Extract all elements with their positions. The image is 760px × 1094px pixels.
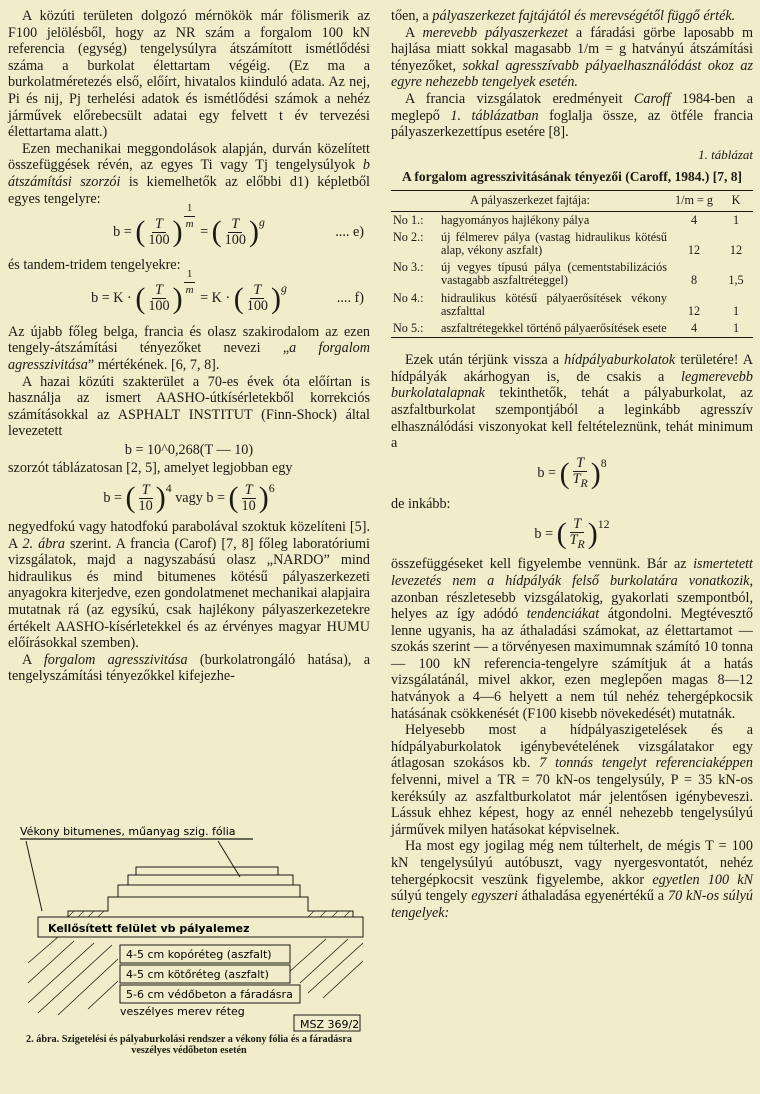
paragraph: és tandem-tridem tengelyekre: [8,257,181,274]
paragraph: szorzót táblázatosan [2, 5], amelyet legjobban egy [8,460,293,477]
equation-polynomial: b = ( $\frac{T}{10}$ ) $^4$ vagy b = ( $\frac{T}{10}$ ) $^6$ [103,480,275,515]
paragraph: A forgalom agresszivitása (burkolatrongáló hatása), a tengelyszámítási tényezőkkel kifejezhe- [8,651,370,685]
paragraph: A közúti területen dolgozó mérnökök már fölismerik az F100 jelölésből, hogy az NR szám a forgalom 100 kN referencia (egység) tengelysúlyra átszámított ismétlődési száma a burkolat élettartam végéig. (Ez ma a burkolatméretezés első, előírt, hivatalos kiinduló adata. Az nej, Pi és nij, Pj terhelési adatok és ismétlődési számok a nehéz járművek előrebecsült adatai egy felvett t év tervezési élettartama alatt.) [8,8,370,141]
paragraph: Ezen mechanikai meggondolások alapján, durván közelített összefüggések révén, az egyes Ti vagy Tj tengelysúlyok b átszámítási szorzói is kiemelhetők az előbbi d1) képletből egyes tengelyre: [8,140,371,207]
equation-g: b = 10^0,268(T — 10) [124,441,254,458]
label-de-inkabb: de inkább: [391,495,451,512]
paragraph: összefüggéseket kell figyelembe vennünk. Bár az ismertetett levezetés nem a hídpályák felső burkolatára vonatkozik, azonban részletesebb vizsgálatokig, gyakorlati szempontból, helyes az így adódó tendenciákat átgondolni. Megtévesztő lenne ugyanis, ha az áthaladási számokat, az élettartamot — szokás szerint — a törvényesen maximumnak számító 10 tonna — 100 kN referencia-tengelyre számítjuk át a hatás vizsgálatánál, mivel akkor, ezen meglepően magas 8—12 hatványok a 4—6 helyett a nem túl nehéz tehergépkocsik hatásának csökkenését (F100 kisebb növekedését) mutatnák. [391,556,753,722]
table-number: 1. táblázat [698,146,753,162]
table-header: K [719,191,753,211]
label-layer-3b: veszélyes merev réteg [120,1005,245,1018]
paragraph: Helyesebb most a hídpályaszigetelések és a hídpályaburkolatok igénybevételének vizsgálatakor egy átlagosan szokásos kb. 7 tonnás tengelyt referenciaképpen felvenni, mivel a TR = 70 kN-os tengelysúly, P = 35 kN-os keréksúly az aszfaltburkolatot már jelentősen igénybeveszi. Lássuk ehhez képest, hogy az ennél nehezebb tengelysúlyú járművek milyen hatásokat képviselnek. [391,722,753,838]
table-row: No 1.: hagyományos hajlékony pálya 4 1 [393,212,740,227]
table-header: A pályaszerkezet fajtája: [391,191,669,211]
paragraph: Az újabb főleg belga, francia és olasz szakirodalom az ezen tengely-átszámítási tényezőket nevezi „a forgalom agresszivitása” mértékének. [6, 7, 8]. [8,323,370,373]
figure-2 [8,793,370,1051]
left-column [8,8,370,685]
paragraph: negyedfokú vagy hatodfokú parabolával szoktuk közelíteni [5]. A 2. ábra szerint. A francia (Carof) [7, 8] főleg laboratóriumi vizsgálatok, majd a nagyszabású olasz „NARDO” mind hidraulikus és mind bitumenes kötésű pályaszerkezeti anyagokra kiterjedve, ezen gondolatmenet mechanikai alapjaira mutatnak rá (az egysíkú, csak hajlékony pályaszerkezetekre értékelt AASHO-kísérletekkel és az érvényes magyar HUMU előírásokkal szemben). [8,519,370,652]
figure-caption: 2. ábra. Szigetelési és pályaburkolási rendszer a vékony fólia és a fáradásra veszélyes védőbeton esetén [26,1034,352,1056]
figure-code: MSZ 369/2 [300,1018,360,1031]
table-row: No 4.: hidraulikus kötésű pályaerősítések vékony aszfalttal 12 1 [393,290,740,318]
label-layer-2: 4-5 cm kötőréteg (aszfalt) [126,968,269,981]
equation-e: b = ( $\frac{T}{100}$ ) $\frac{1}{m}$ = ( $\frac{T}{100}$ ) $^g$ .... e) [113,201,364,249]
table-row: No 5.: aszfaltrétegekkel történő pályaerősítések esete 4 1 [391,320,753,338]
agressivity-table [391,190,753,338]
table-header: 1/m = g [669,191,719,211]
layer-diagram [8,793,370,1033]
label-slab: Kellősített felület vb pályalemez [48,922,250,935]
equation-8: b = ( $\frac{T}{T_R}$ ) $^8$ [537,455,607,491]
paragraph: tően, a pályaszerkezet fajtájától és merevségétől függő érték. [391,8,736,24]
paragraph: A francia vizsgálatok eredményeit Caroff 1984-ben a meglepő 1. táblázatban foglalja össze, az ötféle francia pályaszerkezettípus esetére [8]. [391,90,753,141]
paragraph: A merevebb pályaszerkezet a fáradási görbe laposabb m hajlása miatt sokkal magasabb 1/m = g hatványú átszámítási tényezőket, sokkal agresszívabb pályaelhasználódást okoz az egyre nehezebb tengelyek esetén. [391,24,754,91]
equation-f: b = K · ( $\frac{T}{100}$ ) $\frac{1}{m}$ = K · ( $\frac{T}{100}$ ) $^g$ .... f) [91,268,364,315]
equation-12: b = ( $\frac{T}{T_R}$ ) $^{12}$ [534,515,610,551]
label-layer-3: 5-6 cm védőbeton a fáradásra [126,988,293,1001]
paragraph: Ezek után térjünk vissza a hídpályaburkolatok területére! A hídpályák akárhogyan is, de csakis a legmerevebb burkolatalapnak tekinthetők, tehát a pályaburkolat, az aszfaltburkolat szempontjából a leginkább agresszív elhasználódási viszonyokat kell feltételeznünk, tehát minimum a [391,352,753,452]
table-title: A forgalom agresszivitásának tényezői (Caroff, 1984.) [7, 8] [402,169,742,185]
paragraph: A hazai közúti szakterület a 70-es évek óta előírtan is használja az ismert AASHO-útkísérletekből korrekciós számításokkal az ASPHALT INSTITUT (Finn-Shock) által levezetett [8,373,370,440]
table-row: No 3.: új vegyes típusú pálya (cementstabilizációs vastagabb aszfaltréteggel) 8 1,5 [393,260,744,288]
label-layer-1: 4-5 cm kopóréteg (aszfalt) [126,948,272,961]
label-top: Vékony bitumenes, műanyag szig. fólia [20,825,236,838]
table-row: No 2.: új félmerev pálya (vastag hidraulikus kötésű alap, vékony aszfalt) 12 12 [393,229,743,257]
paragraph: Ha most egy jogilag még nem túlterhelt, de mégis T = 100 kN tengelysúlyú autóbuszt, vagy nyergesvontatót, nehéz tehergépkocsit veszünk figyelembe, akkor egyetlen 100 kN súlyú tengely egyszeri áthaladása egyenértékű a 70 kN-os súlyú tengelyek: [391,838,753,921]
right-column [391,8,753,921]
